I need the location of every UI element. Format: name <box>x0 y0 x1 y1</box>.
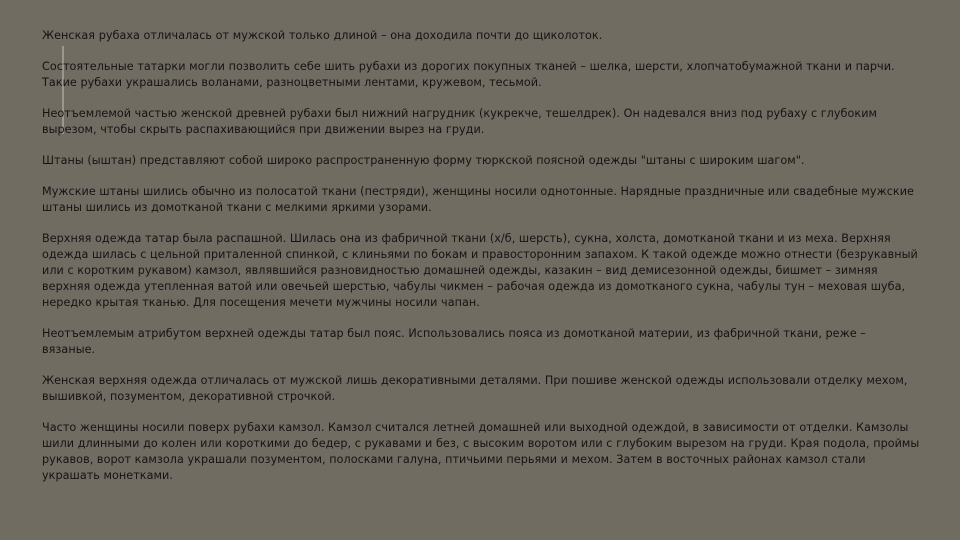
paragraph-bib: Неотъемлемой частью женской древней рубахи был нижний нагрудник (кукрекче, тешелдрек). Он надевался вниз под рубаху с глубоким вырезом, чтобы скрыть распахивающийся при движении вырез на груди. <box>42 107 878 136</box>
paragraph-mens-trousers: Мужские штаны шились обычно из полосатой ткани (пестряди), женщины носили однотонные. Нарядные праздничные или свадебные мужские штаны шились из домотканой ткани с мелкими яркими узорами. <box>42 185 914 214</box>
paragraph-kamzol: Часто женщины носили поверх рубахи камзол. Камзол считался летней домашней или выходной одеждой, в зависимости от отделки. Камзолы шили длинными до колен или короткими до бедер, с рукавами и без, с высоким воротом или с глубоким вырезом на груди. Края подола, проймы рукавов, ворот камзола украшали позументом, полосками галуна, птичьими перьями и мехом. Затем в восточных районах камзол стали украшать монетками. <box>42 421 920 482</box>
paragraph-belt: Неотъемлемым атрибутом верхней одежды татар был пояс. Использовались пояса из домотканой материи, из фабричной ткани, реже – вязаные. <box>42 327 866 356</box>
paragraph-shirt-length: Женская рубаха отличалась от мужской только длиной – она доходила почти до щиколоток. <box>42 29 603 42</box>
paragraph-expensive-fabrics: Состоятельные татарки могли позволить себе шить рубахи из дорогих покупных тканей – шелка, шерсти, хлопчатобумажной ткани и парчи. Такие рубахи украшались воланами, разноцветными лентами, кружевом, тесьмой. <box>42 60 895 89</box>
slide-text-body <box>42 28 920 499</box>
paragraph-womens-outerwear: Женская верхняя одежда отличалась от мужской лишь декоративными деталями. При пошиве женской одежды использовали отделку мехом, вышивкой, позументом, декоративной строчкой. <box>42 374 908 403</box>
paragraph-trousers: Штаны (ыштан) представляют собой широко распространенную форму тюркской поясной одежды "штаны с широким шагом". <box>42 154 805 167</box>
paragraph-outerwear: Верхняя одежда татар была распашной. Шилась она из фабричной ткани (х/б, шерсть), сукна, холста, домотканой ткани и из меха. Верхняя одежда шилась с цельной приталенной спинкой, с клиньями по бокам и правосторонним запахом. К такой одежде можно отнести (безрукавный или с коротким рукавом) камзол, являвшийся разновидностью домашней одежды, казакин – вид демисезонной одежды, бишмет – зимняя верхняя одежда утепленная ватой или овечьей шерстью, чабулы чикмен – рабочая одежда из домотканого сукна, чабулы тун – меховая шуба, нередко крытая тканью. Для посещения мечети мужчины носили чапан. <box>42 232 918 309</box>
